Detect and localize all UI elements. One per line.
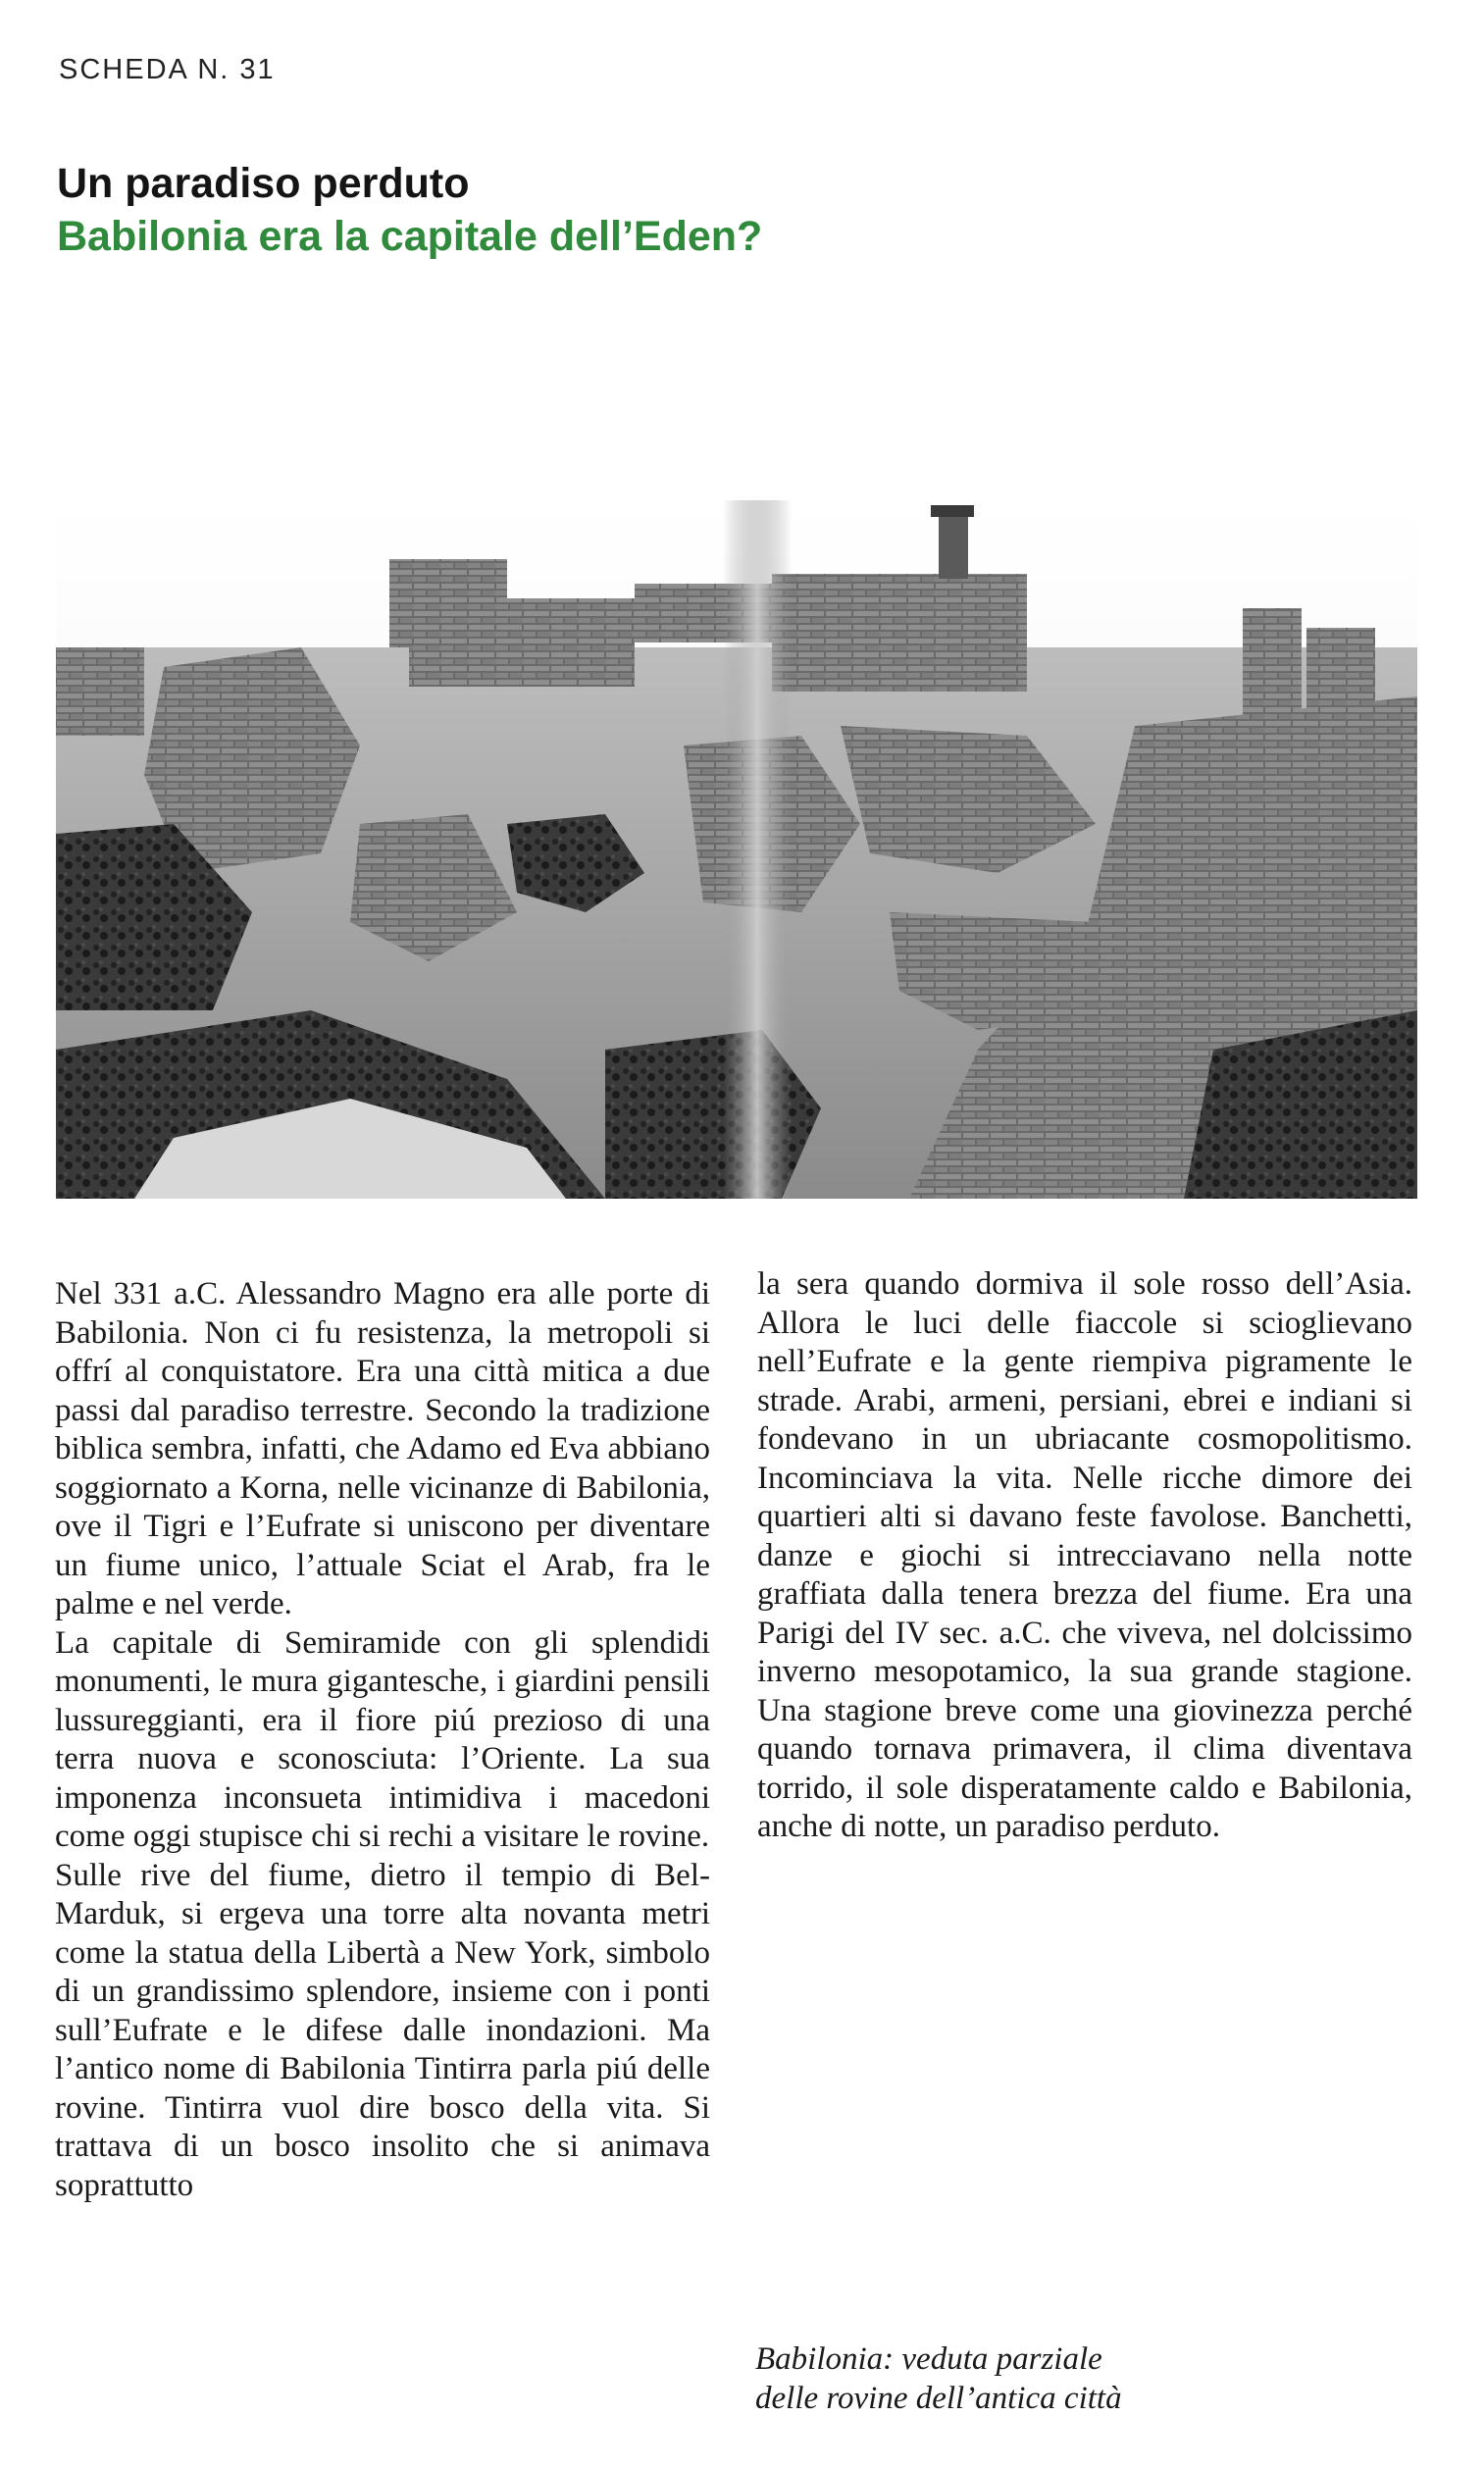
caption-line: delle rovine dell’antica città [755,2381,1122,2416]
ruins-photo-icon [56,500,1417,1199]
page-subtitle: Babilonia era la capitale dell’Eden? [57,213,763,260]
page-title: Un paradiso perduto [57,160,470,207]
photo-caption [755,2339,1383,2418]
caption-line: Babilonia: veduta parziale [755,2341,1102,2377]
article-paragraph: Sulle rive del fiume, dietro il tempio di Bel-Marduk, si ergeva una torre alta novanta metri come la statua della Libertà a New York, simbolo di un grandissimo splendore, insieme con i ponti sull’Eufrate e le difese dalle inondazioni. Ma l’antico nome di Babilonia Tintirra parla piú delle rovine. Tintirra vuol dire bosco della vita. Si trattava di un bosco insolito che si animava soprattutto [55,1857,710,2203]
article-column-left [55,1275,710,2205]
ruins-photo [56,500,1417,1199]
article-column-right [757,1265,1412,1847]
article-paragraph: la sera quando dormiva il sole rosso dell’Asia. Allora le luci delle fiaccole si scioglievano nell’Eufrate e la gente riempiva pigramente le strade. Arabi, armeni, persiani, ebrei e indiani si fondevano in un ubriacante cosmopolitismo. Incominciava la vita. Nelle ricche dimore dei quartieri alti si davano feste favolose. Banchetti, danze e giochi si intrecciavano nella notte graffiata dalla tenera brezza del fiume. Era una Parigi del IV sec. a.C. che viveva, nel dolcissimo inverno mesopotamico, la sua grande stagione. Una stagione breve come una giovinezza perché quando tornava primavera, il clima diventava torrido, il sole disperatamente caldo e Babilonia, anche di notte, un paradiso perduto. [757,1266,1412,1844]
card-number: SCHEDA N. 31 [59,54,276,85]
article-paragraph: La capitale di Semiramide con gli splendidi monumenti, le mura gigantesche, i giardini pensili lussureggianti, era il fiore piú prezioso di una terra nuova e sconosciuta: l’Oriente. La sua imponenza inconsueta intimidiva i macedoni come oggi stupisce chi si rechi a visitare le rovine. [55,1624,710,1854]
article-paragraph: Nel 331 a.C. Alessandro Magno era alle porte di Babilonia. Non ci fu resistenza, la metropoli si offrí al conquistatore. Era una città mitica a due passi dal paradiso terrestre. Secondo la tradizione biblica sembra, infatti, che Adamo ed Eva abbiano soggiornato a Korna, nelle vicinanze di Babilonia, ove il Tigri e l’Eufrate si uniscono per diventare un fiume unico, l’attuale Sciat el Arab, fra le palme e nel verde. [55,1276,710,1621]
